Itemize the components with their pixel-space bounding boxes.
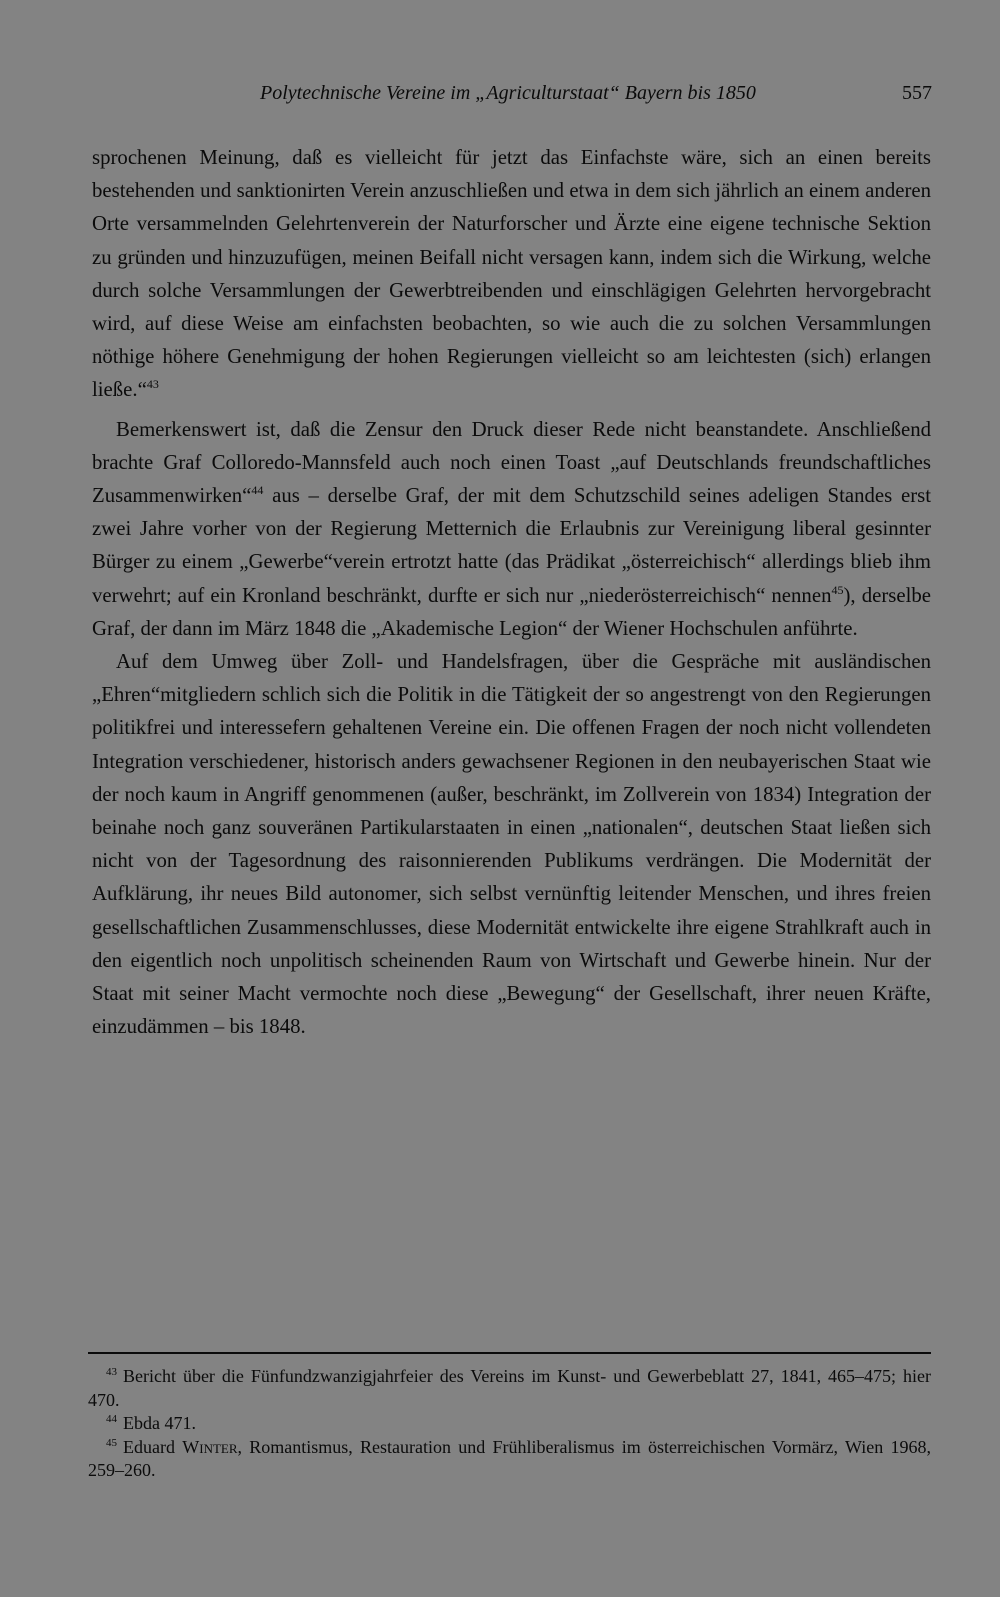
running-head	[92, 78, 932, 108]
paragraph-3	[92, 645, 931, 1043]
paragraph-2-text-c: ), derselbe Graf, der dann im März 1848 die „Akademische Legion“ der Wiener Hochschulen anführte.	[92, 583, 931, 640]
footnote-text: Ebda 471.	[123, 1413, 196, 1433]
paragraph-1	[92, 141, 931, 407]
footnote-mark: 43	[106, 1366, 117, 1378]
running-title: Polytechnische Vereine im „Agriculturstaat“ Bayern bis 1850	[260, 82, 756, 104]
footnote-mark: 45	[106, 1436, 117, 1449]
footnote-45	[88, 1436, 931, 1483]
footnote-separator	[88, 1352, 931, 1354]
footnote-author-firstname: Eduard	[123, 1436, 183, 1457]
footnote-mark: 44	[106, 1413, 117, 1425]
paragraph-3-text: Auf dem Umweg über Zoll- und Handelsfragen, über die Gespräche mit ausländischen „Ehren“mitgliedern schlich sich die Politik in die Tätigkeit der so angestrengt von den Regierungen politikfrei und interessefern gehaltenen Vereine ein. Die offenen Fragen der noch nicht vollendeten Integration verschiedener, historisch anders gewachsener Regionen in den neubayerischen Staat wie der noch kaum in Angriff genommenen (außer, beschränkt, im Zollverein von 1834) Integration der beinahe noch ganz souveränen Partikularstaaten in einen „nationalen“, deutschen Staat ließen sich nicht von der Tagesordnung des raisonnierenden Publikums verdrängen. Die Modernität der Aufklärung, ihr neues Bild autonomer, sich selbst vernünftig leitender Menschen, und ihres freien gesellschaftlichen Zusammenschlusses, diese Modernität entwickelte ihre eigene Strahlkraft auch in den eigentlich noch unpolitisch scheinenden Raum von Wirtschaft und Gewerbe hinein. Nur der Staat mit seiner Macht vermochte noch diese „Bewegung“ der Gesellschaft, ihrer neuen Kräfte, einzudämmen – bis 1848.	[92, 650, 931, 1039]
footnote-author-surname: Winter	[182, 1436, 238, 1457]
paragraph-2-text-a: Bemerkenswert ist, daß die Zensur den Druck dieser Rede nicht beanstandete. Anschließend brachte Graf Colloredo-Mannsfeld auch noch einen Toast „auf Deutschlands freundschaftliches Zusammenwirken“	[92, 417, 931, 508]
footnote-44	[88, 1412, 931, 1436]
paragraph-2-text-b: aus – derselbe Graf, der mit dem Schutzschild seines adeligen Standes erst zwei Jahre vorher von der Regierung Metternich die Erlaubnis zur Vereinigung liberal gesinnter Bürger zu einem „Gewerbe“verein ertrotzt hatte (das Prädikat „österreichisch“ allerdings blieb ihm verwehrt; auf ein Kronland beschränkt, durfte er sich nur „niederösterreichisch“ nennen	[92, 484, 931, 607]
paragraph-1-text: sprochenen Meinung, daß es vielleicht für jetzt das Einfachste wäre, sich an einen bereits bestehenden und sanktionirten Verein anzuschließen und etwa in dem sich jährlich an einem anderen Orte versammelnden Gelehrtenverein der Naturforscher und Ärzte eine eigene technische Sektion zu gründen und hinzuzufügen, meinen Beifall nicht versagen kann, indem sich die Wirkung, welche durch solche Versammlungen der Gewerbtreibenden und einschlägigen Gelehrten hervorgebracht wird, auf diese Weise am einfachsten beobachten, so wie auch die zu solchen Versammlungen nöthige höhere Genehmigung der hohen Regierungen vielleicht so am leichtesten (sich) erlangen ließe.“	[92, 146, 931, 402]
footnote-ref-43[interactable]: 43	[146, 377, 159, 392]
footnotes	[88, 1365, 931, 1483]
page-number: 557	[902, 82, 932, 104]
paragraph-2	[92, 413, 931, 645]
main-text	[92, 141, 931, 1043]
footnote-text: Bericht über die Fünfundzwanzigjahrfeier des Vereins im Kunst- und Gewerbeblatt 27, 1841, 465–475; hier 470.	[88, 1366, 931, 1410]
footnote-ref-45[interactable]: 45	[831, 582, 844, 597]
footnote-text: , Romantismus, Restauration und Frühliberalismus im österreichischen Vormärz, Wien 1968, 259–260.	[88, 1436, 932, 1480]
footnote-ref-44[interactable]: 44	[251, 483, 264, 498]
footnote-43	[88, 1365, 931, 1412]
